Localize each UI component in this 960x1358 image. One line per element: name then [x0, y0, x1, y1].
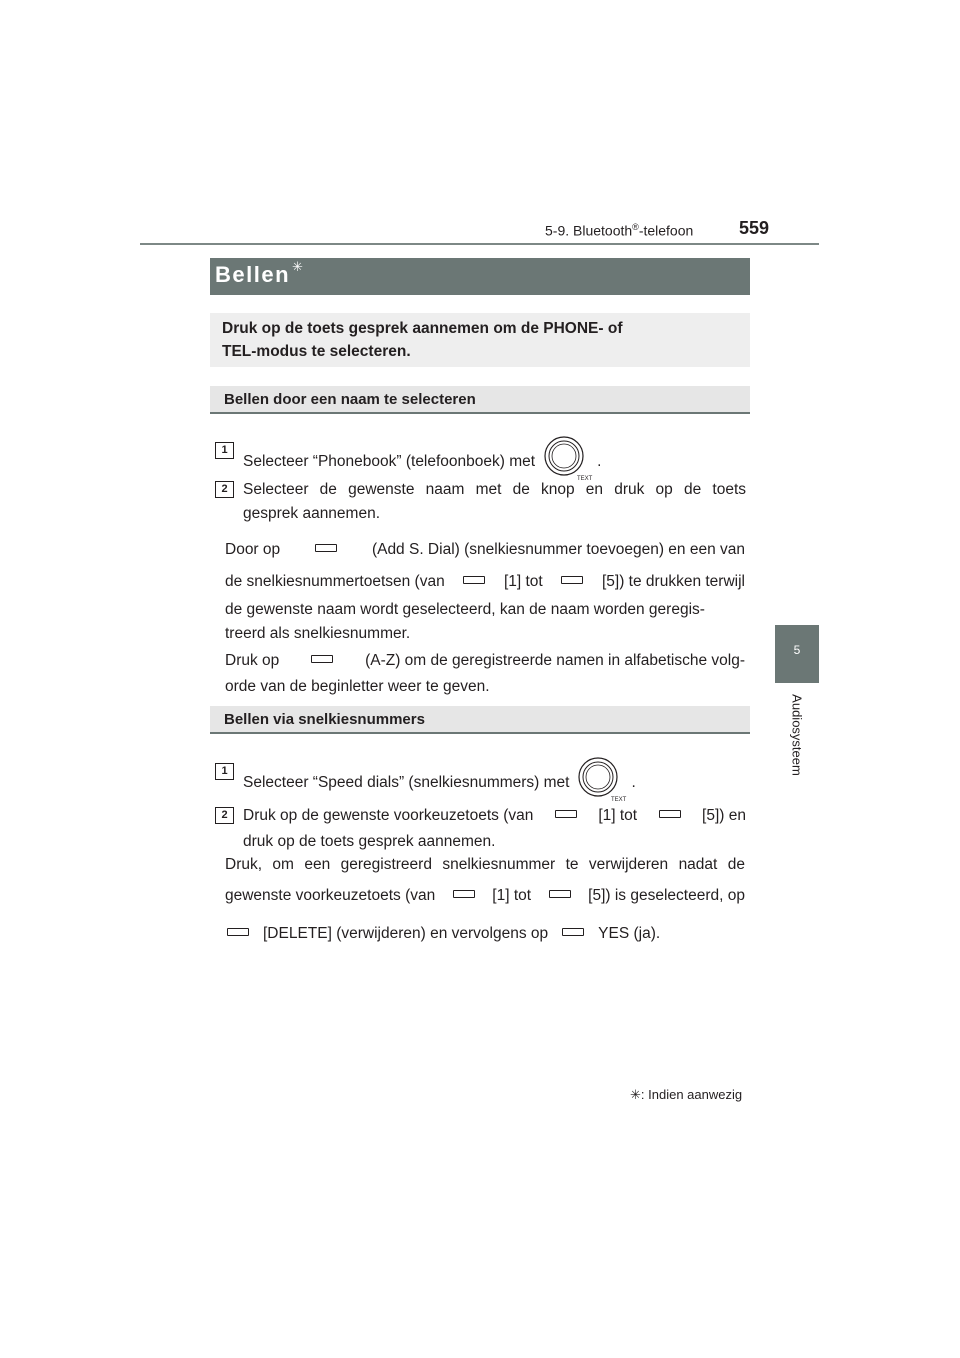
- step-number: 2: [215, 481, 234, 498]
- screen-button-icon: [227, 928, 249, 936]
- screen-button-icon: [555, 810, 577, 818]
- optional-marker-icon: ✳: [292, 259, 303, 274]
- tune-knob-icon: [543, 435, 593, 482]
- title-bar: [210, 258, 750, 295]
- subheading: Bellen door een naam te selecteren: [224, 391, 476, 408]
- tune-knob-icon: [577, 756, 627, 803]
- note-paragraph: Druk, om een geregistreerd snelkiesnummer te verwijderen nadat de gewenste voorkeuzetoets (van [1] tot [5]) is geselecteerd, op [DELETE] (verwijderen) en vervolgens op YES (ja).: [225, 856, 745, 942]
- chapter-number: 5: [793, 643, 801, 657]
- intro-text: Druk op de toets gesprek aannemen om de PHONE- of TEL-modus te selecteren.: [222, 320, 623, 360]
- step-number: 1: [215, 763, 234, 780]
- screen-button-icon: [549, 890, 571, 898]
- screen-button-icon: [561, 576, 583, 584]
- svg-text:TEXT: TEXT: [611, 797, 627, 803]
- screen-button-icon: [311, 655, 333, 663]
- header-rule: [140, 243, 819, 245]
- screen-button-icon: [659, 810, 681, 818]
- optional-marker-icon: ✳: [630, 1087, 641, 1102]
- screen-button-icon: [315, 544, 337, 552]
- subheading: Bellen via snelkiesnummers: [224, 711, 425, 728]
- screen-button-icon: [453, 890, 475, 898]
- step-number: 2: [215, 807, 234, 824]
- screen-button-icon: [562, 928, 584, 936]
- note-paragraph: Druk op (A-Z) om de geregistreerde namen in alfabetische volg- orde van de beginletter weer te geven.: [225, 652, 745, 695]
- footnote: ✳: Indien aanwezig: [630, 1087, 743, 1102]
- step-text: Druk op de gewenste voorkeuzetoets (van [1] tot [5]) en druk op de toets gesprek aannemen.: [243, 807, 746, 850]
- step-text: Selecteer de gewenste naam met de knop en druk op de toets gesprek aannemen.: [243, 481, 746, 522]
- step-text: Selecteer “Speed dials” (snelkiesnummers) met TEXT .: [243, 760, 636, 806]
- step-number: 1: [215, 442, 234, 459]
- note-paragraph: Door op (Add S. Dial) (snelkiesnummer toevoegen) en een van de snelkiesnummertoetsen (van [1] tot [5]) te drukken terwijl de gewenste naam wordt geselecteerd, kan de naam worden geregis- treerd als snelkiesnummer.: [225, 541, 745, 642]
- screen-button-icon: [463, 576, 485, 584]
- page-number: 559: [739, 218, 770, 238]
- page-title: Bellen: [215, 262, 291, 287]
- svg-text:TEXT: TEXT: [577, 476, 593, 482]
- section-title: 5-9. Bluetooth®-telefoon: [545, 222, 694, 239]
- step-text: Selecteer “Phonebook” (telefoonboek) met TEXT .: [243, 439, 601, 485]
